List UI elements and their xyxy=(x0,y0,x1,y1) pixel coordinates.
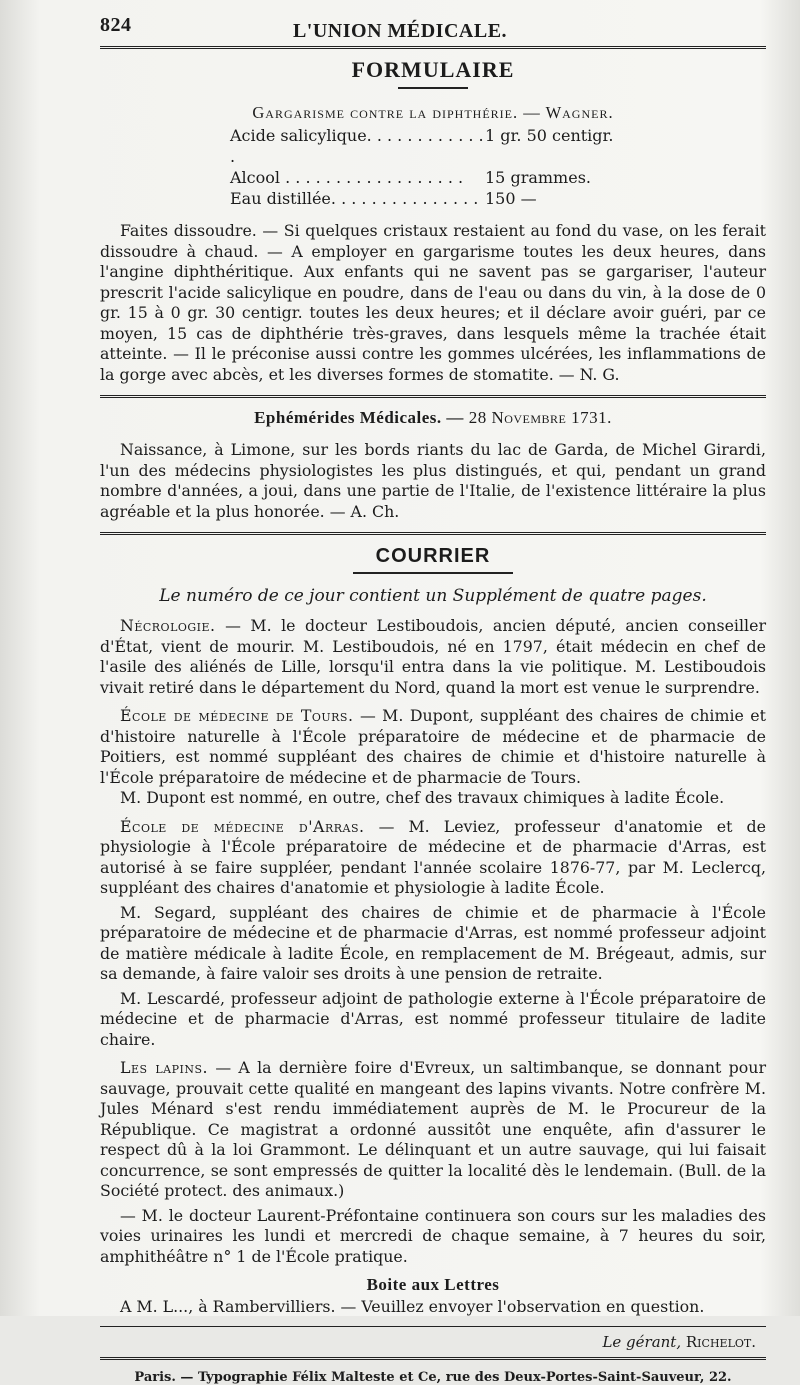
item-lead: École de médecine de Tours. xyxy=(120,706,354,725)
item-text: — M. Dupont, suppléant des chaires de chimie et d'histoire naturelle à l'École préparatoire de médecine et de pharmacie de Poitiers, est nommé suppléant des chaires de chimie et d'histoire naturelle à l'École préparatoire de médecine et de pharmacie de Tours. xyxy=(100,706,766,787)
news-item xyxy=(100,817,766,899)
item-text: — M. le docteur Lestiboudois, ancien député, ancien conseiller d'État, vient de mourir. M. Lestiboudois, né en 1797, était médecin en chef de l'asile des aliénés de Lille, lorsqu'il entra dans la vie politique. M. Lestiboudois vivait retiré dans le département du Nord, quand la mort est venue le surprendre. xyxy=(100,616,766,697)
item-text: M. Segard, suppléant des chaires de chimie et de pharmacie à l'École préparatoire de médecine et de pharmacie d'Arras, est nommé professeur adjoint de matière médicale à ladite École, en remplacement de M. Brégeaut, admis, sur sa demande, à faire valoir ses droits à une pension de retraite. xyxy=(100,902,766,983)
ingredient-amount: 15 grammes. xyxy=(485,168,591,187)
printer-imprint: Paris. — Typographie Félix Malteste et Ce, rue des Deux-Portes-Saint-Sauveur, 22. xyxy=(134,1369,732,1385)
page-number: 824 xyxy=(100,14,132,36)
page-header xyxy=(100,14,766,46)
recipe-row xyxy=(230,167,766,188)
item-text: M. Dupont est nommé, en outre, chef des travaux chimiques à ladite École. xyxy=(120,788,725,807)
ephemerides-heading: Ephémérides Médicales. — xyxy=(254,408,464,427)
item-text: — M. Leviez, professeur d'anatomie et de physiologie à l'École préparatoire de médecine et de pharmacie d'Arras, est autorisé à se faire suppléer, pendant l'année scolaire 1876-77, par M. Leclercq, suppléant des chaires d'anatomie et physiologie à ladite École. xyxy=(100,816,766,897)
footer-rule xyxy=(100,1357,766,1360)
gerant-name: Richelot. xyxy=(685,1332,756,1351)
ephemerides-section xyxy=(100,408,766,522)
section-divider xyxy=(100,395,766,398)
supplement-notice: Le numéro de ce jour contient un Supplément de quatre pages. xyxy=(159,586,707,606)
boite-title: Boite aux Lettres xyxy=(366,1275,500,1294)
formulaire-section xyxy=(100,57,766,385)
courrier-title: COURRIER xyxy=(375,545,491,567)
ephemerides-body: Naissance, à Limone, sur les bords riants du lac de Garda, de Michel Girardi, l'un des médecins physiologistes les plus distingués, et qui, pendant un grand nombre d'années, a joui, dans une partie de l'Italie, de l'existence littéraire la plus agréable et la plus honorée. — A. Ch. xyxy=(100,440,766,521)
gerant-line xyxy=(100,1333,756,1351)
ephemerides-title xyxy=(100,408,766,428)
formulaire-body: Faites dissoudre. — Si quelques cristaux restaient au fond du vase, on les ferait dissoudre à chaud. — A employer en gargarisme toutes les deux heures, dans l'angine diphthéritique. Aux enfants qui ne savent pas se gargariser, l'auteur prescrit l'acide salicylique en poudre, dans de l'eau ou dans du vin, à la dose de 0 gr. 15 à 0 gr. 30 centigr. toutes les deux heures; et il déclare avoir guéri, par ce moyen, 15 cas de diphthérie très-graves, dans lesquels même la trachée était atteinte. — Il le préconise aussi contre les gommes ulcérées, les inflammations de la gorge avec abcès, et les diverses formes de stomatite. — N. G. xyxy=(100,221,766,384)
ingredient-amount: 1 gr. 50 centigr. xyxy=(485,126,614,145)
item-lead: École de médecine d'Arras. xyxy=(120,816,365,836)
news-item xyxy=(100,616,766,698)
item-text: — M. le docteur Laurent-Préfontaine continuera son cours sur les maladies des voies urinaires les lundi et mercredi de chaque semaine, à 7 heures du soir, amphithéâtre n° 1 de l'École pratique. xyxy=(100,1205,766,1266)
ingredient-name: Acide salicylique. . . . . . . . . . . . . xyxy=(230,126,484,166)
item-lead: Nécrologie. xyxy=(120,616,216,635)
item-text: M. Lescardé, professeur adjoint de pathologie externe à l'École préparatoire de médecine et de pharmacie d'Arras, est nommé professeur titulaire de ladite chaire. xyxy=(100,988,766,1049)
header-rule xyxy=(100,46,766,49)
boite-section xyxy=(100,1275,766,1318)
item-lead: Les lapins. xyxy=(120,1058,209,1077)
news-item xyxy=(100,903,766,985)
recipe-row xyxy=(230,188,766,209)
item-text: — A la dernière foire d'Evreux, un saltimbanque, se donnant pour sauvage, prouvait cette qualité en mangeant des lapins vivants. Notre confrère M. Jules Ménard s'est rendu immédiatement auprès de M. le Procureur de la République. Ce magistrat a ordonné aussitôt une enquête, afin d'assurer le respect dû à la loi Grammont. Le délinquant et un autre sauvage, qui lui faisait concurrence, se sont empressés de quitter la localité dès le lendemain. (Bull. de la Société protect. des animaux.) xyxy=(100,1058,766,1200)
ingredient-amount: 150 — xyxy=(485,189,537,208)
recipe-row xyxy=(230,125,766,167)
formulaire-subtitle: Gargarisme contre la diphthérie. — Wagner. xyxy=(252,103,614,122)
news-item xyxy=(100,706,766,788)
ingredient-name: Alcool . . . . . . . . . . . . . . . . . . xyxy=(230,168,464,187)
news-item xyxy=(100,1058,766,1202)
recipe-list xyxy=(230,125,766,209)
ephemerides-date: 28 Novembre 1731. xyxy=(468,408,612,427)
title-underline xyxy=(353,572,513,574)
ingredient-name: Eau distillée. . . . . . . . . . . . . . . xyxy=(230,189,479,208)
journal-title: L'UNION MÉDICALE. xyxy=(292,20,508,42)
footer-rule xyxy=(100,1326,766,1327)
formulaire-title: FORMULAIRE xyxy=(351,57,515,82)
title-underline xyxy=(398,87,468,89)
boite-text: A M. L..., à Rambervilliers. — Veuillez envoyer l'observation en question. xyxy=(120,1297,705,1316)
news-item xyxy=(100,1206,766,1268)
section-divider xyxy=(100,532,766,535)
news-item xyxy=(100,788,766,809)
gerant-label: Le gérant, xyxy=(602,1332,682,1351)
courrier-section xyxy=(100,545,766,1267)
news-item xyxy=(100,989,766,1051)
